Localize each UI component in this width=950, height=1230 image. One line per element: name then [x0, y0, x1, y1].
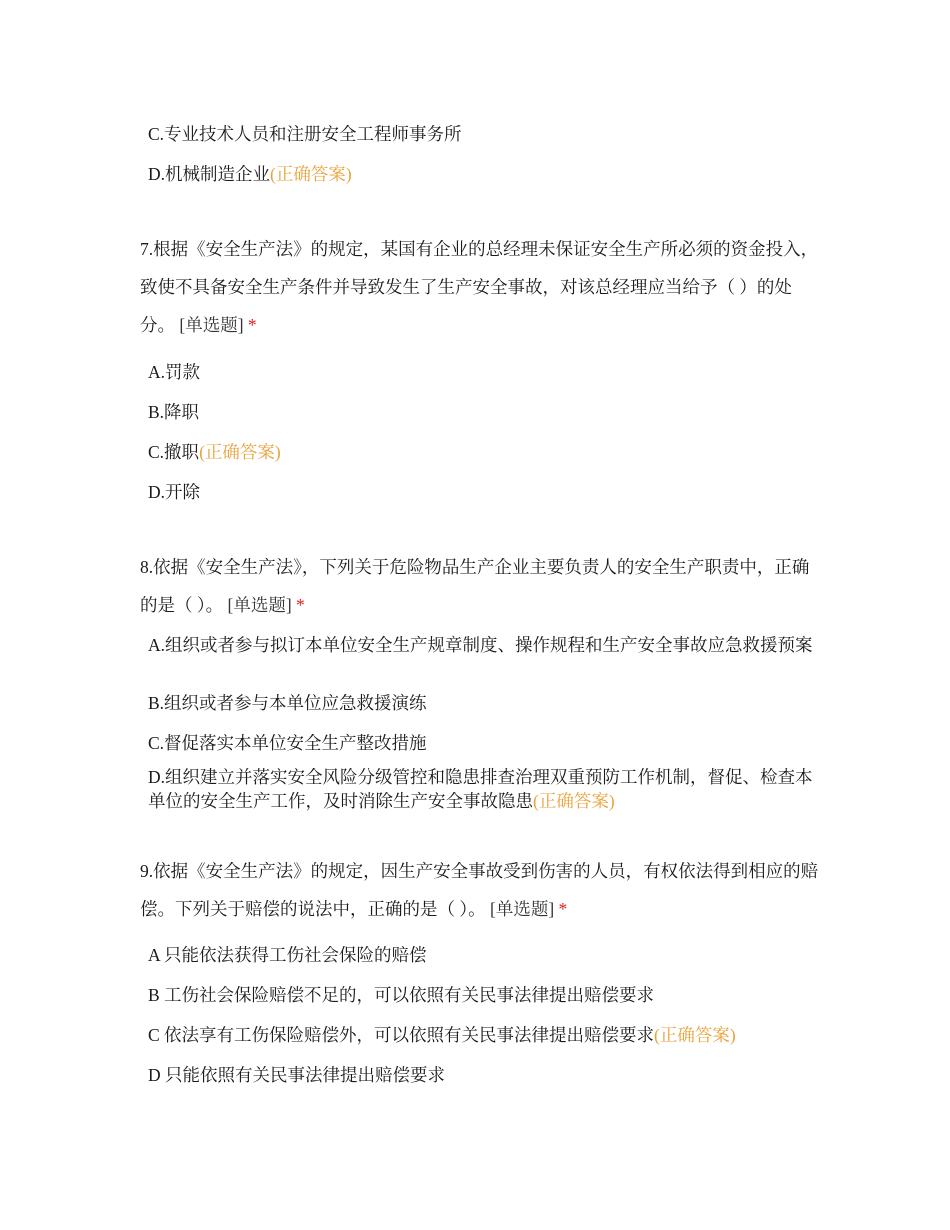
- option-b: B.组织或者参与本单位应急救援演练: [148, 693, 427, 713]
- option-c: C 依法享有工伤保险赔偿外，可以依照有关民事法律提出赔偿要求(正确答案): [148, 1025, 736, 1045]
- correct-answer-tag: (正确答案): [199, 442, 281, 462]
- option-a: A.罚款: [148, 362, 201, 382]
- question-9: [140, 852, 820, 928]
- option-b: B.降职: [148, 402, 200, 422]
- option-a: A.组织或者参与拟订本单位安全生产规章制度、操作规程和生产安全事故应急救援预案: [148, 635, 813, 655]
- question-7: [140, 230, 820, 344]
- question-stem: 8.依据《安全生产法》，下列关于危险物品生产企业主要负责人的安全生产职责中，正确的是（ ）。: [140, 557, 810, 615]
- option-d: D 只能依照有关民事法律提出赔偿要求: [148, 1065, 446, 1085]
- question-type: [单选题]: [227, 595, 292, 615]
- question-stem: 9.依据《安全生产法》的规定，因生产安全事故受到伤害的人员，有权依法得到相应的赔偿。下列关于赔偿的说法中，正确的是（ ）。: [140, 861, 819, 919]
- question-stem: 7.根据《安全生产法》的规定，某国有企业的总经理未保证安全生产所必须的资金投入，致使不具备安全生产条件并导致发生了生产安全事故，对该总经理应当给予（ ）的处分。: [140, 239, 819, 335]
- question-type: [单选题]: [179, 315, 244, 335]
- option-a: A 只能依法获得工伤社会保险的赔偿: [148, 945, 427, 965]
- required-marker: *: [247, 315, 257, 335]
- correct-answer-tag: (正确答案): [270, 164, 352, 184]
- option-c: C.专业技术人员和注册安全工程师事务所: [148, 124, 462, 144]
- correct-answer-tag: (正确答案): [654, 1025, 736, 1045]
- option-c: C.撤职(正确答案): [148, 442, 281, 462]
- question-8: [140, 548, 820, 624]
- correct-answer-tag: (正确答案): [533, 791, 615, 811]
- option-c: C.督促落实本单位安全生产整改措施: [148, 733, 427, 753]
- option-b: B 工伤社会保险赔偿不足的，可以依照有关民事法律提出赔偿要求: [148, 985, 655, 1005]
- option-d: D.开除: [148, 482, 201, 502]
- option-d: D.机械制造企业(正确答案): [148, 164, 352, 184]
- required-marker: *: [296, 595, 305, 615]
- question-type: [单选题]: [490, 899, 555, 919]
- required-marker: *: [558, 899, 568, 919]
- option-d: D.组织建立并落实安全风险分级管控和隐患排查治理双重预防工作机制，督促、检查本单位的安全生产工作，及时消除生产安全事故隐患(正确答案): [148, 767, 813, 811]
